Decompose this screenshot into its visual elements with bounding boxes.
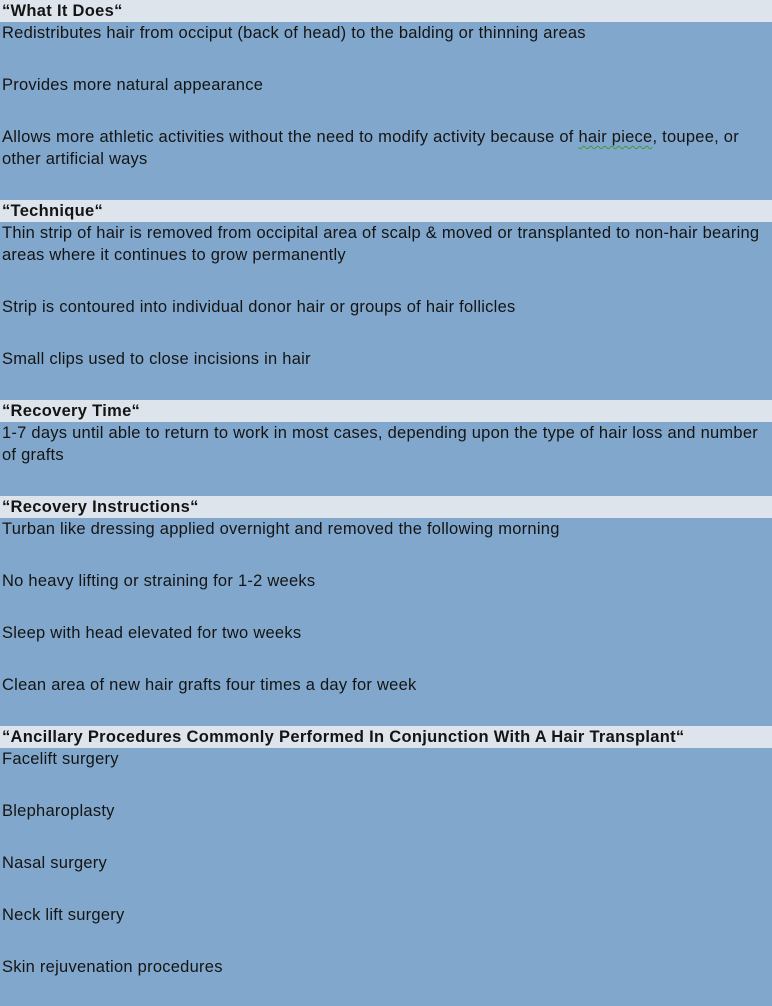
list-item: Nasal surgery <box>2 854 108 872</box>
list-item: 1-7 days until able to return to work in most cases, depending upon the type of hair loss and number of grafts <box>2 424 759 464</box>
list-item: No heavy lifting or straining for 1-2 weeks <box>2 572 316 590</box>
list-item: Small clips used to close incisions in hair <box>2 350 311 368</box>
section-body-technique <box>0 222 772 370</box>
spellcheck-underline: hair piece <box>578 128 653 146</box>
section-ancillary-procedures <box>0 726 772 978</box>
list-item: Neck lift surgery <box>2 906 125 924</box>
section-title-recovery-time: “Recovery Time“ <box>0 400 772 422</box>
section-title-what-it-does: “What It Does“ <box>0 0 772 22</box>
list-item: Provides more natural appearance <box>2 76 264 94</box>
section-what-it-does <box>0 0 772 170</box>
section-body-what-it-does <box>0 22 772 170</box>
section-recovery-time <box>0 400 772 466</box>
list-item: Clean area of new hair grafts four times a day for week <box>2 676 417 694</box>
list-item: Facelift surgery <box>2 750 119 768</box>
section-body-ancillary-procedures <box>0 748 772 978</box>
list-item: Thin strip of hair is removed from occipital area of scalp & moved or transplanted to non-hair bearing areas where it continues to grow permanently <box>2 224 760 264</box>
list-item: Allows more athletic activities without the need to modify activity because of hair piece, toupee, or other artificial ways <box>2 128 739 168</box>
section-title-recovery-instructions: “Recovery Instructions“ <box>0 496 772 518</box>
list-item: Sleep with head elevated for two weeks <box>2 624 302 642</box>
section-technique <box>0 200 772 370</box>
section-body-recovery-instructions <box>0 518 772 696</box>
list-item: Turban like dressing applied overnight and removed the following morning <box>2 520 560 538</box>
list-item: Strip is contoured into individual donor hair or groups of hair follicles <box>2 298 516 316</box>
section-body-recovery-time <box>0 422 772 466</box>
list-item: Redistributes hair from occiput (back of head) to the balding or thinning areas <box>2 24 586 42</box>
section-recovery-instructions <box>0 496 772 696</box>
list-item: Skin rejuvenation procedures <box>2 958 223 976</box>
section-title-ancillary-procedures: “Ancillary Procedures Commonly Performed In Conjunction With A Hair Transplant“ <box>0 726 772 748</box>
section-title-technique: “Technique“ <box>0 200 772 222</box>
list-item: Blepharoplasty <box>2 802 115 820</box>
